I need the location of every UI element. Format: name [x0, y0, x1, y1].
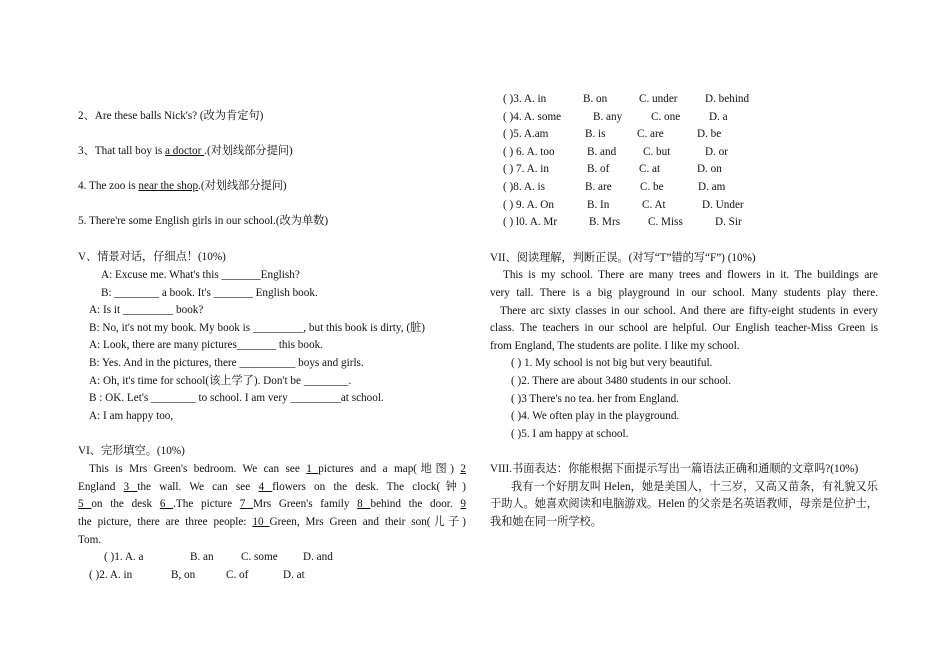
q2-text: 2、Are these balls Nick's? (改为肯定句)	[78, 110, 264, 122]
dialog-line: A: Excuse me. What's this _______English?	[101, 269, 300, 281]
passage-line: from England, The students are polite. I like my school.	[490, 340, 740, 352]
q3-text: 3、That tall boy is a doctor .(对划线部分提问)	[78, 145, 293, 157]
tf-question: ( ) 1. My school is not big but very beautiful.	[511, 357, 713, 369]
passage-line: very tall. There is a big playground in our school. Many students play there.	[490, 287, 878, 299]
option-row: ( )8. A. is B. are C. be D. am	[503, 181, 726, 193]
option-row: ( )3. A. in B. on C. under D. behind	[503, 93, 750, 105]
passage-line: class. The teachers in our school are helpful. Our English teacher-Miss Green is	[490, 322, 878, 334]
section-vii-title: VII、阅读理解，判断正误。(对写“T”错的写“F”) (10%)	[490, 252, 756, 264]
writing-prompt-line: 我有一个好朋友叫 Helen，她是美国人，十三岁，又高又苗条，有礼貌又乐	[511, 481, 878, 493]
option-row: ( )5. A.am B. is C. are D. be	[503, 128, 722, 140]
cloze-line: 5 on the desk 6 .The picture 7 Mrs Green's family 8 behind the door. 9	[78, 498, 467, 510]
writing-prompt-line: 我和她在同一所学校。	[490, 516, 602, 528]
cloze-line: Tom.	[78, 534, 102, 546]
option-row: ( )4. A. some B. any C. one D. a	[503, 111, 728, 123]
cloze-line: This is Mrs Green's bedroom. We can see 1 pictures and a map(地图) 2	[89, 463, 466, 475]
dialog-line: A: Oh, it's time for school(该上学了). Don't be ________.	[89, 375, 352, 387]
passage-line: This is my school. There are many trees and flowers in it. The buildings are	[503, 269, 878, 281]
dialog-line: A: Is it _________ book?	[89, 304, 204, 316]
cloze-line: the picture, there are three people: 10 Green, Mrs Green and their son(儿子)	[78, 516, 467, 528]
tf-question: ( )3 There's no tea. her from England.	[511, 393, 680, 405]
option-row: ( ) 6. A. too B. and C. but D. or	[503, 146, 728, 158]
passage-line: There arc sixty classes in our school. And there are fifty-eight students in every	[500, 305, 878, 317]
option-row: ( )1. A. a B. an C. some D. and	[104, 551, 333, 563]
dialog-line: B : OK. Let's ________ to school. I am very _________at school.	[89, 392, 384, 404]
q5-text: 5. There're some English girls in our school.(改为单数)	[78, 215, 329, 227]
dialog-line: A: I am happy too,	[89, 410, 174, 422]
option-row: ( ) 7. A. in B. of C. at D. on	[503, 163, 722, 175]
dialog-line: A: Look, there are many pictures_______ this book.	[89, 339, 323, 351]
q4-text: 4. The zoo is near the shop.(对划线部分提问)	[78, 180, 287, 192]
section-viii-title: VIII.书面表达：你能根据下面提示写出一篇语法正确和通顺的文章吗?(10%)	[490, 463, 859, 475]
dialog-line: B: ________ a book. It's _______ English book.	[101, 287, 318, 299]
section-vi-title: VI、完形填空。(10%)	[78, 445, 185, 457]
tf-question: ( )2. There are about 3480 students in our school.	[511, 375, 732, 387]
section-v-title: V、情景对话，仔细点！(10%)	[78, 251, 226, 263]
option-row: ( )2. A. in B, on C. of D. at	[89, 569, 305, 581]
cloze-line: England 3 the wall. We can see 4 flowers on the desk. The clock(钟)	[78, 481, 467, 493]
option-row: ( ) 9. A. On B. In C. At D. Under	[503, 199, 744, 211]
writing-prompt-line: 于助人。她喜欢阅读和电脑游戏。Helen 的父亲是名英语教师，母亲是位护士，	[490, 498, 878, 510]
dialog-line: B: No, it's not my book. My book is _________, but this book is dirty, (脏)	[89, 322, 425, 334]
option-row: ( ) l0. A. Mr B. Mrs C. Miss D. Sir	[503, 216, 742, 228]
dialog-line: B: Yes. And in the pictures, there __________ boys and girls.	[89, 357, 364, 369]
tf-question: ( )4. We often play in the playground.	[511, 410, 680, 422]
tf-question: ( )5. I am happy at school.	[511, 428, 629, 440]
